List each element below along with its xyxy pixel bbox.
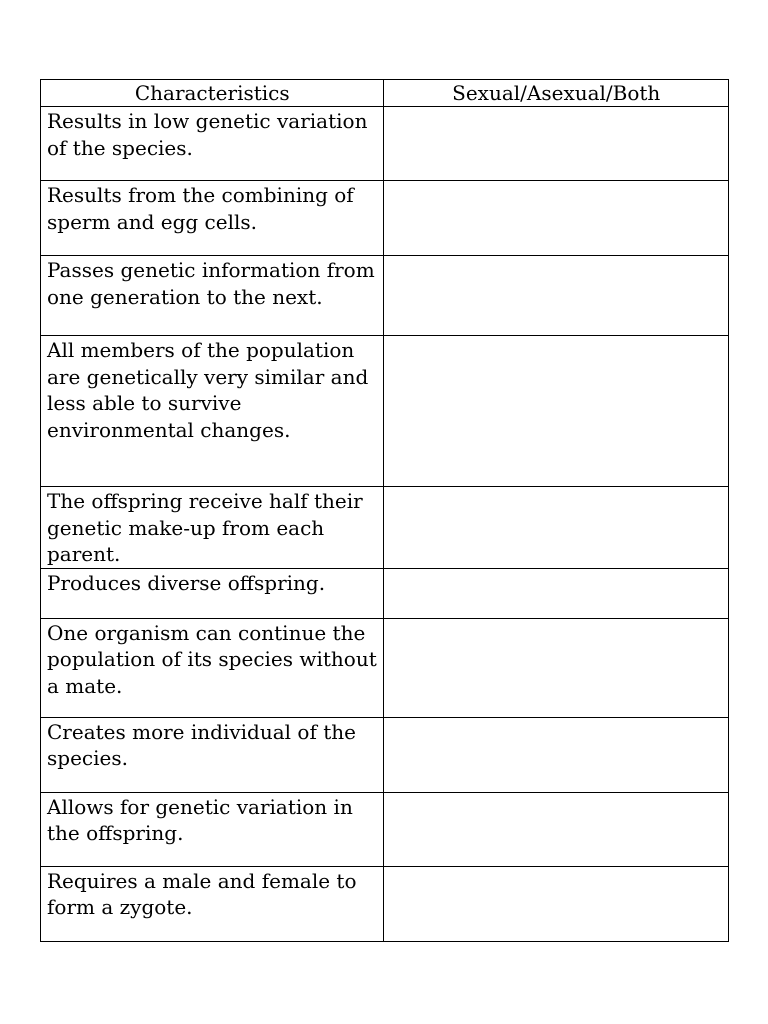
answer-cell[interactable]: [384, 107, 729, 181]
header-characteristics: Characteristics: [41, 80, 384, 107]
answer-cell[interactable]: [384, 717, 729, 792]
answer-cell[interactable]: [384, 866, 729, 941]
table-row: [41, 717, 729, 792]
answer-cell[interactable]: [384, 256, 729, 336]
characteristic-cell: The offspring receive half their genetic make-up from each parent.: [41, 487, 384, 569]
table-row: [41, 336, 729, 487]
table-row: [41, 792, 729, 866]
characteristic-cell: Requires a male and female to form a zygote.: [41, 866, 384, 941]
answer-cell[interactable]: [384, 618, 729, 717]
characteristic-cell: Results from the combining of sperm and egg cells.: [41, 181, 384, 256]
answer-cell[interactable]: [384, 181, 729, 256]
characteristic-cell: One organism can continue the population of its species without a mate.: [41, 618, 384, 717]
table-row: [41, 256, 729, 336]
answer-cell[interactable]: [384, 336, 729, 487]
header-sexual-asexual-both: Sexual/Asexual/Both: [384, 80, 729, 107]
characteristic-cell: Results in low genetic variation of the species.: [41, 107, 384, 181]
answer-cell[interactable]: [384, 487, 729, 569]
characteristic-cell: Passes genetic information from one generation to the next.: [41, 256, 384, 336]
characteristic-cell: Allows for genetic variation in the offspring.: [41, 792, 384, 866]
characteristic-cell: Creates more individual of the species.: [41, 717, 384, 792]
table-row: [41, 107, 729, 181]
header-row: [41, 80, 729, 107]
characteristic-cell: Produces diverse offspring.: [41, 568, 384, 618]
characteristic-cell: All members of the population are genetically very similar and less able to survive environmental changes.: [41, 336, 384, 487]
table-row: [41, 181, 729, 256]
answer-cell[interactable]: [384, 568, 729, 618]
answer-cell[interactable]: [384, 792, 729, 866]
table-row: [41, 618, 729, 717]
table-row: [41, 487, 729, 569]
worksheet-table: [40, 79, 729, 942]
table-row: [41, 866, 729, 941]
table-row: [41, 568, 729, 618]
